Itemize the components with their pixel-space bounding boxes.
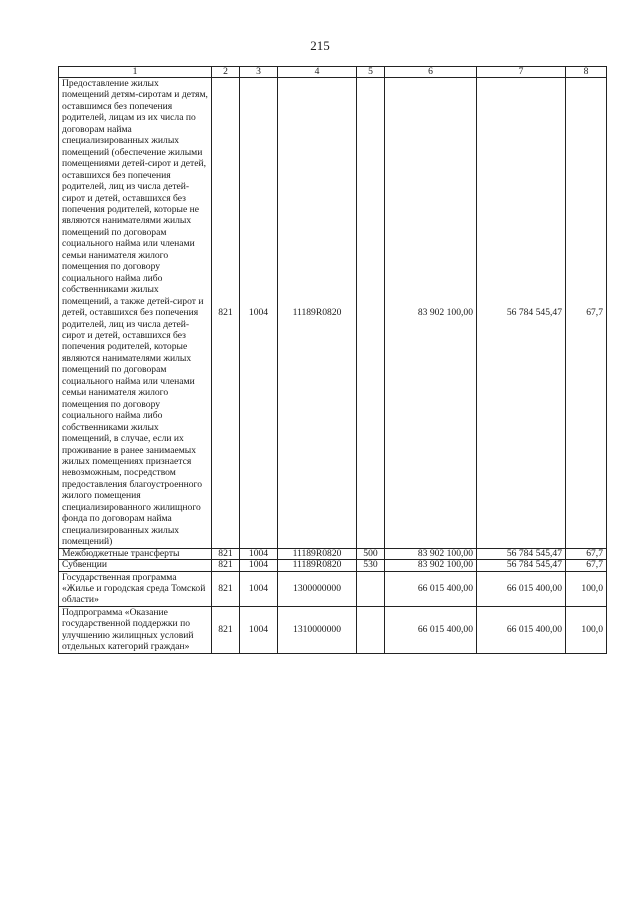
- row-name: Субвенции: [59, 560, 212, 572]
- row-name: Подпрограмма «Оказание государственной поддержки по улучшению жилищных условий отдельных категорий граждан»: [59, 606, 212, 653]
- cell-col5: [357, 78, 385, 549]
- cell-col2: 821: [212, 548, 240, 560]
- page-number: 215: [310, 38, 330, 53]
- column-header: 4: [278, 67, 357, 78]
- row-name: Предоставление жилых помещений детям-сиротам и детям, оставшимся без попечения родителей, лицам из их числа по договорам найма специализированных жилых помещений (обеспечение жилыми помещениями детей-сирот и детей, оставшихся без попечения родителей, лиц из числа детей-сирот и детей, оставшихся без попечения родителей, которые не являются нанимателями жилых помещений по договорам социального найма или членами семьи нанимателя жилого помещения по договору социального найма либо собственниками жилых помещений, а также детей-сирот и детей, оставшихся без попечения родителей, лиц из числа детей-сирот и детей, оставшихся без попечения родителей, которые являются нанимателями жилых помещений по договорам социального найма или членами семьи нанимателя жилого помещения по договору социального найма либо собственниками жилых помещений, в случае, если их проживание в ранее занимаемых жилых помещениях признается невозможным, посредством предоставления благоустроенного жилого помещения специализированного жилищного фонда по договорам найма специализированных жилых помещений): [59, 78, 212, 549]
- row-name: Межбюджетные трансферты: [59, 548, 212, 560]
- cell-col8: 100,0: [566, 606, 607, 653]
- cell-col2: 821: [212, 571, 240, 606]
- cell-col2: 821: [212, 606, 240, 653]
- table-row: [59, 78, 607, 549]
- table-row: [59, 571, 607, 606]
- cell-col5: 500: [357, 548, 385, 560]
- cell-col3: 1004: [240, 548, 278, 560]
- cell-col3: 1004: [240, 606, 278, 653]
- cell-col7: 56 784 545,47: [477, 78, 566, 549]
- column-header: 8: [566, 67, 607, 78]
- cell-col6: 66 015 400,00: [385, 571, 477, 606]
- cell-col8: 67,7: [566, 560, 607, 572]
- column-header: 5: [357, 67, 385, 78]
- column-header: 7: [477, 67, 566, 78]
- cell-col2: 821: [212, 78, 240, 549]
- budget-table: [58, 66, 607, 654]
- cell-col4: 1310000000: [278, 606, 357, 653]
- cell-col4: 11189R0820: [278, 78, 357, 549]
- cell-col3: 1004: [240, 571, 278, 606]
- table-row: [59, 560, 607, 572]
- column-header: 1: [59, 67, 212, 78]
- column-header: 3: [240, 67, 278, 78]
- column-header: 6: [385, 67, 477, 78]
- cell-col8: 67,7: [566, 78, 607, 549]
- cell-col7: 56 784 545,47: [477, 548, 566, 560]
- cell-col5: [357, 606, 385, 653]
- cell-col3: 1004: [240, 560, 278, 572]
- cell-col6: 83 902 100,00: [385, 548, 477, 560]
- cell-col2: 821: [212, 560, 240, 572]
- cell-col8: 100,0: [566, 571, 607, 606]
- cell-col6: 83 902 100,00: [385, 560, 477, 572]
- cell-col8: 67,7: [566, 548, 607, 560]
- cell-col7: 66 015 400,00: [477, 571, 566, 606]
- header-row: [59, 67, 607, 78]
- cell-col3: 1004: [240, 78, 278, 549]
- cell-col4: 1300000000: [278, 571, 357, 606]
- table-row: [59, 548, 607, 560]
- cell-col5: 530: [357, 560, 385, 572]
- cell-col4: 11189R0820: [278, 560, 357, 572]
- row-name: Государственная программа «Жилье и городская среда Томской области»: [59, 571, 212, 606]
- column-header: 2: [212, 67, 240, 78]
- cell-col7: 66 015 400,00: [477, 606, 566, 653]
- cell-col4: 11189R0820: [278, 548, 357, 560]
- table-row: [59, 606, 607, 653]
- cell-col6: 83 902 100,00: [385, 78, 477, 549]
- cell-col7: 56 784 545,47: [477, 560, 566, 572]
- cell-col6: 66 015 400,00: [385, 606, 477, 653]
- cell-col5: [357, 571, 385, 606]
